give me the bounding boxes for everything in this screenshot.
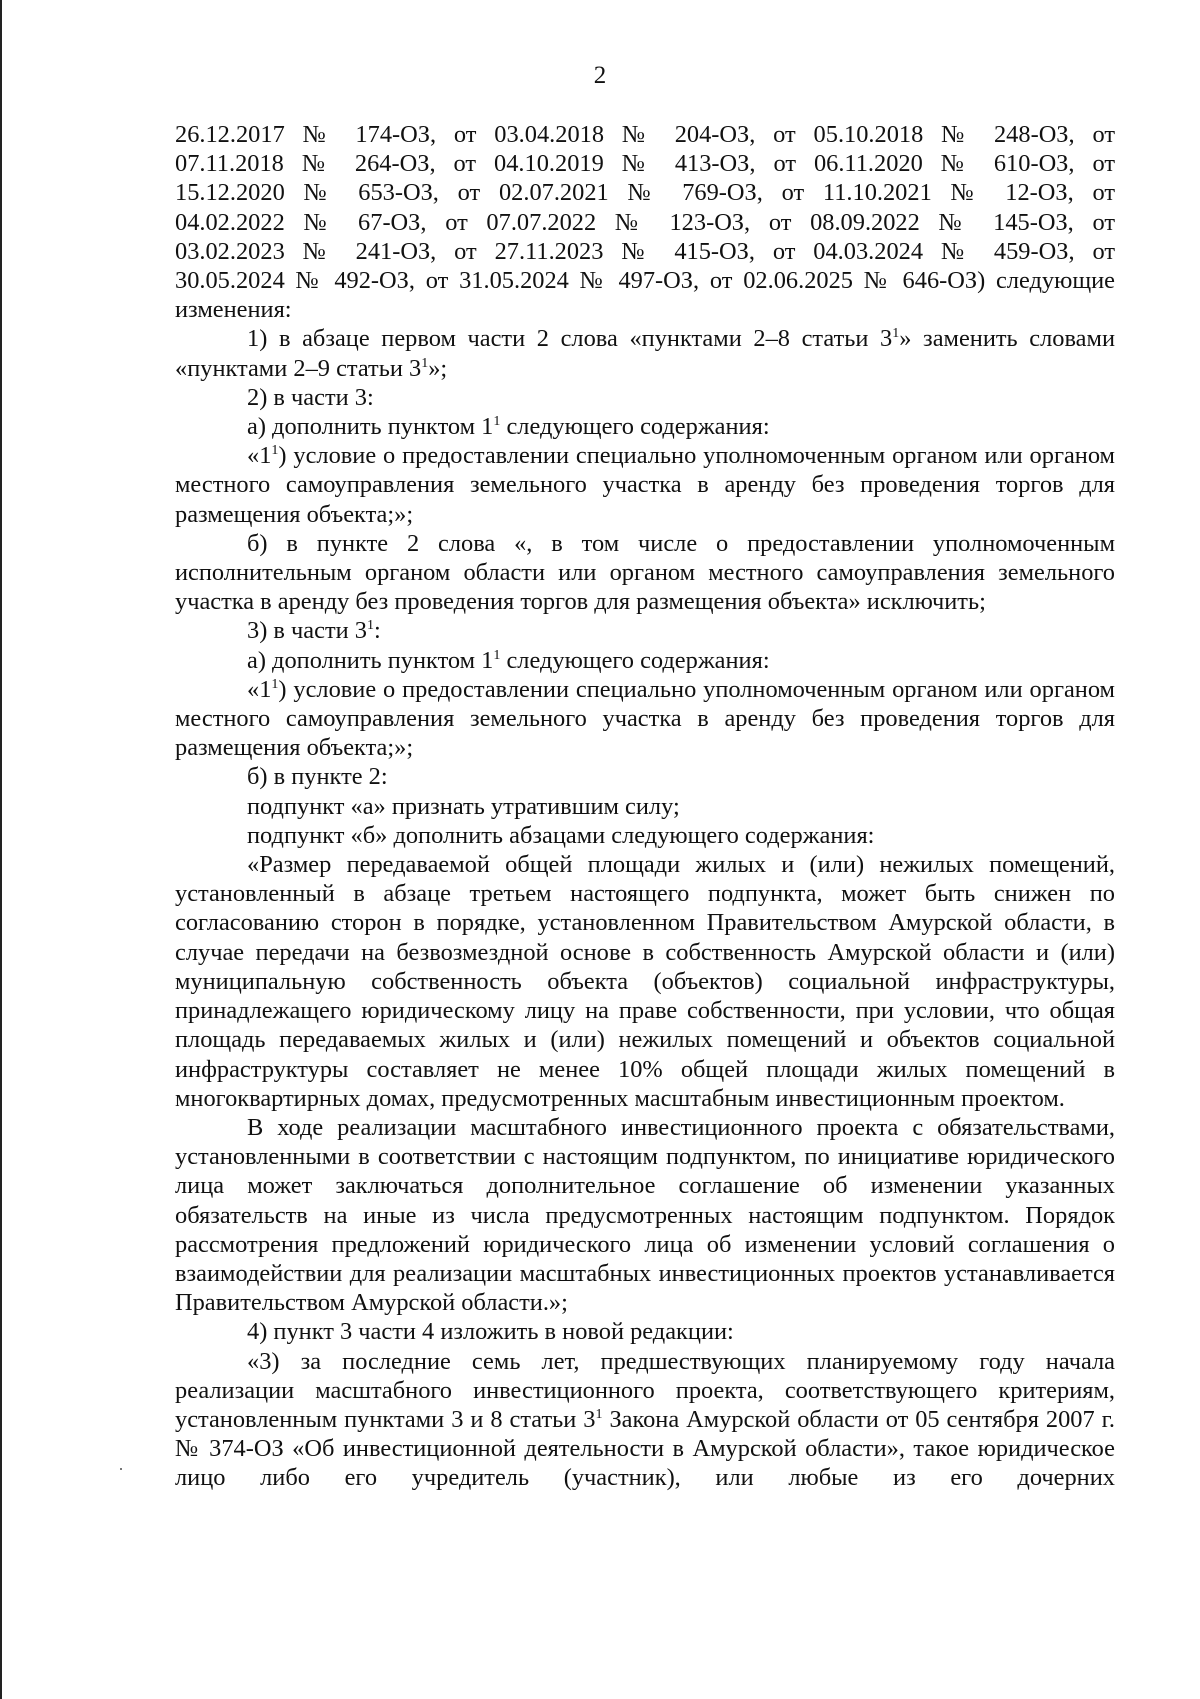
quote-open: «1 <box>247 675 272 703</box>
superscript: 1 <box>421 355 429 371</box>
item-4-text-a: «3) за последние семь лет, предшествующих планируемому году начала реализации масштабного инвестиционного проекта, соответствующего критериям, установленным пунктами 3 и 8 статьи 3 <box>175 1347 1115 1433</box>
item-3b: б) в пункте 2: <box>247 763 388 791</box>
quote-text: ) условие о предоставлении специально уполномоченным органом или органом местного самоуправления земельного участка в аренду без проведения торгов для размещения объекта;»; <box>175 675 1115 762</box>
scan-edge <box>0 0 2 1699</box>
superscript: 1 <box>493 414 501 430</box>
document-body <box>175 120 1115 1493</box>
intro-line: 03.02.2023 № 241-ОЗ, от 27.11.2023 № 415-ОЗ, от 04.03.2024 № 459-ОЗ, от <box>175 237 1115 265</box>
superscript: 1 <box>271 676 279 692</box>
item-1-text-b: » заменить словами «пунктами 2–9 статьи 3 <box>175 325 1115 382</box>
item-2a <box>175 412 1115 441</box>
item-3a-quote <box>175 675 1115 763</box>
item-3a-text-b: следующего содержания: <box>500 646 770 674</box>
item-2-heading: 2) в части 3: <box>247 383 374 411</box>
superscript: 1 <box>493 647 501 663</box>
item-2a-text-a: а) дополнить пунктом 1 <box>247 413 494 441</box>
item-1-text-c: »; <box>428 354 448 382</box>
superscript: 1 <box>271 443 279 459</box>
subitem-a: подпункт «а» признать утратившим силу; <box>247 792 680 820</box>
item-2a-quote <box>175 441 1115 529</box>
superscript: 1 <box>366 618 374 634</box>
item-2a-text-b: следующего содержания: <box>500 413 770 441</box>
quote-paragraph-1: «Размер передаваемой общей площади жилых и (или) нежилых помещений, установленный в абзаце третьем настоящего подпункта, может быть снижен по согласованию сторон в порядке, установленном Правительством Амурской области, в случае передачи на безвозмездной основе в собственность Амурской области и (или) муниципальную собственность объекта (объектов) социальной инфраструктуры, принадлежащего юридическому лицу на праве собственности, при условии, что общая площадь передаваемых жилых и (или) нежилых помещений и объектов социальной инфраструктуры составляет не менее 10% общей площади жилых помещений в многоквартирных домах, предусмотренных масштабным инвестиционным проектом. <box>175 851 1115 1112</box>
quote-paragraph-2: В ходе реализации масштабного инвестиционного проекта с обязательствами, установленными в соответствии с настоящим подпунктом, по инициативе юридического лица может заключаться дополнительное соглашение об изменении указанных обязательств на иные из числа предусмотренных настоящим подпунктом. Порядок рассмотрения предложений юридического лица об изменении условий соглашения о взаимодействии для реализации масштабных инвестиционных проектов устанавливается Правительством Амурской области.»; <box>175 1113 1115 1317</box>
item-3-text-b: : <box>373 617 381 645</box>
item-4-text-b: Закона Амурской области от 05 сентября 2007 г. № 374-ОЗ «Об инвестиционной деятельности в Амурской области», такое юридическое лицо либо его учредитель (участник), или любые из его дочерних <box>175 1405 1115 1492</box>
superscript: 1 <box>595 1406 603 1422</box>
item-1 <box>175 324 1115 382</box>
intro-line: изменения: <box>175 296 292 324</box>
intro-line: 30.05.2024 № 492-ОЗ, от 31.05.2024 № 497-ОЗ, от 02.06.2025 № 646-ОЗ) следующие <box>175 267 1115 295</box>
item-4-heading: 4) пункт 3 части 4 изложить в новой редакции: <box>247 1318 734 1346</box>
intro-line: 15.12.2020 № 653-ОЗ, от 02.07.2021 № 769-ОЗ, от 11.10.2021 № 12-ОЗ, от <box>175 179 1115 207</box>
item-3a-text-a: а) дополнить пунктом 1 <box>247 646 494 674</box>
item-2b: б) в пункте 2 слова «, в том числе о предоставлении уполномоченным исполнительным органом области или органом местного самоуправления земельного участка в аренду без проведения торгов для размещения объекта» исключить; <box>175 529 1115 616</box>
intro-line: 26.12.2017 № 174-ОЗ, от 03.04.2018 № 204-ОЗ, от 05.10.2018 № 248-ОЗ, от <box>175 121 1115 148</box>
intro-line: 04.02.2022 № 67-ОЗ, от 07.07.2022 № 123-ОЗ, от 08.09.2022 № 145-ОЗ, от <box>175 208 1115 236</box>
scan-speck <box>120 1468 122 1470</box>
item-1-text-a: 1) в абзаце первом части 2 слова «пунктами 2–8 статьи 3 <box>247 325 893 353</box>
intro-line: 07.11.2018 № 264-ОЗ, от 04.10.2019 № 413-ОЗ, от 06.11.2020 № 610-ОЗ, от <box>175 150 1115 178</box>
quote-text: ) условие о предоставлении специально уполномоченным органом или органом местного самоуправления земельного участка в аренду без проведения торгов для размещения объекта;»; <box>175 442 1115 528</box>
superscript: 1 <box>892 326 900 342</box>
page-number: 2 <box>593 62 607 89</box>
quote-open: «1 <box>247 442 272 470</box>
item-4-text <box>175 1347 1115 1493</box>
item-3-text-a: 3) в части 3 <box>247 617 367 645</box>
item-3-heading <box>175 616 1115 645</box>
item-3a <box>175 646 1115 675</box>
subitem-b: подпункт «б» дополнить абзацами следующего содержания: <box>247 821 875 849</box>
